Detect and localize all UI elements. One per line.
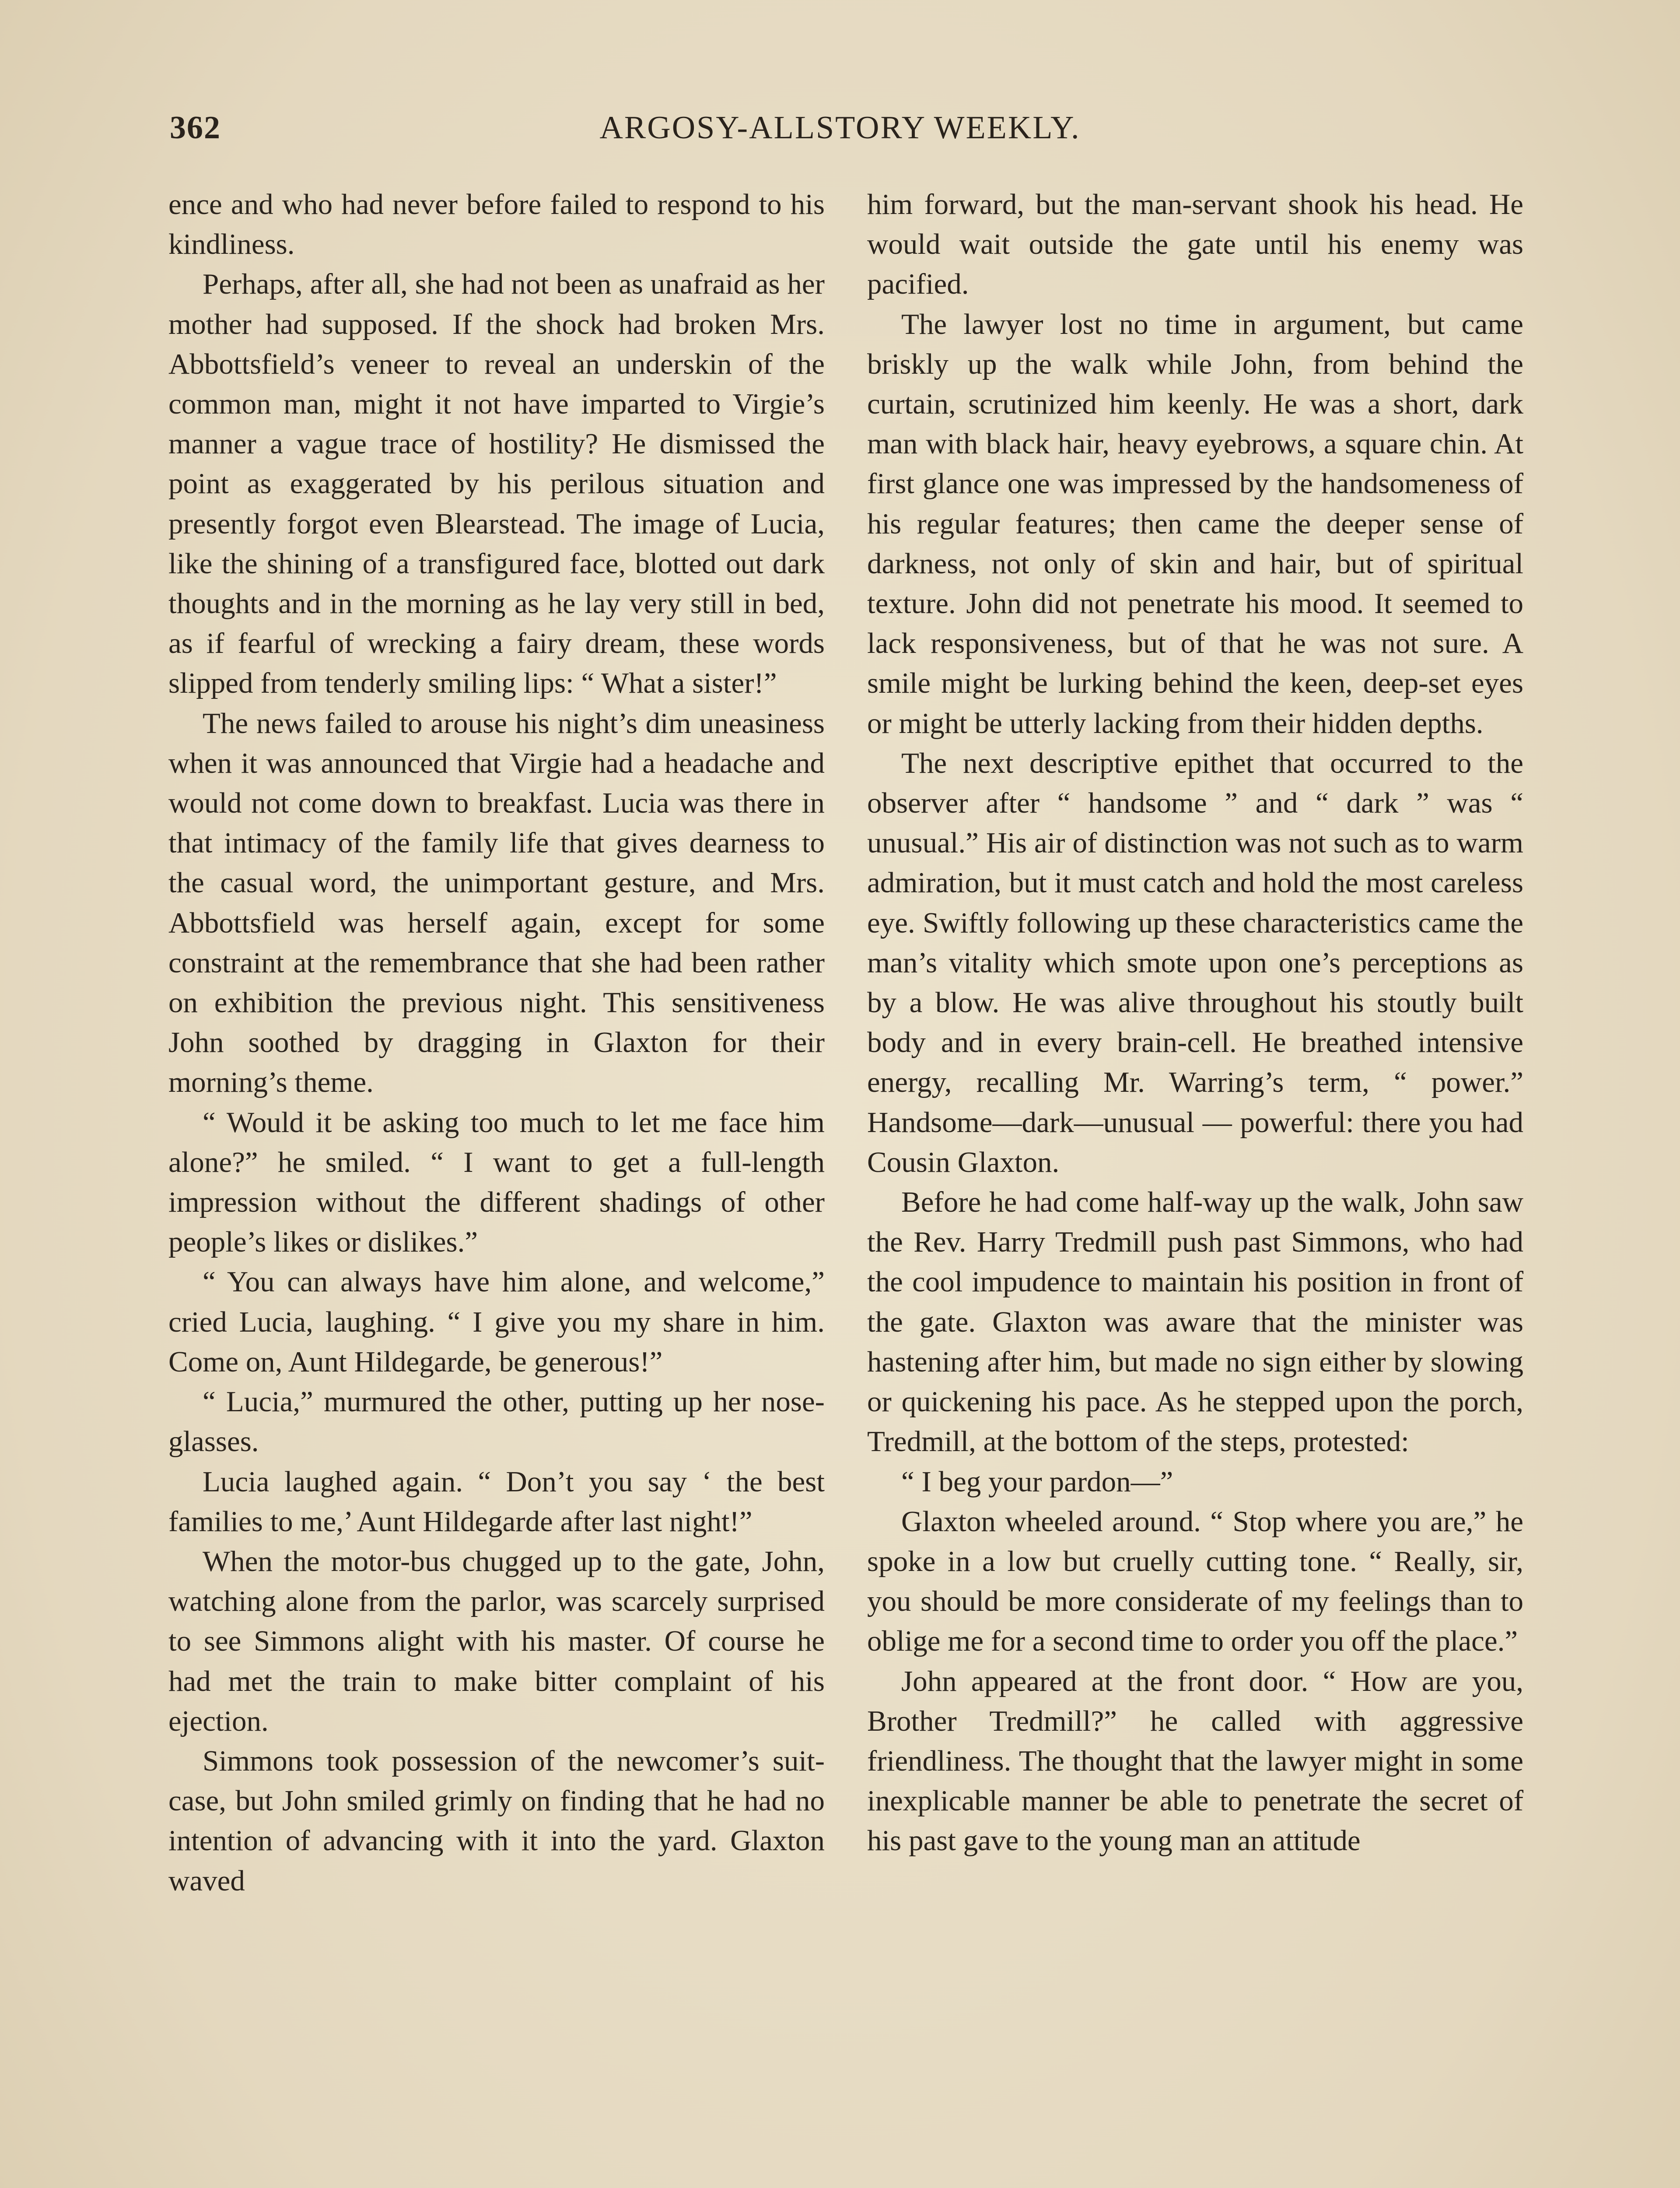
paragraph: “ Lucia,” murmured the other, putting up her nose-glasses.	[168, 1385, 825, 1458]
paragraph: ence and who had never before failed to respond to his kindliness.	[168, 188, 825, 261]
paragraph: The news failed to arouse his night’s dim uneasiness when it was announced that Virgie had a headache and would not come down to breakfast. Lucia was there in that intimacy of the family life that gives dearness to the casual word, the unimportant gesture, and Mrs. Abbottsfield was herself again, except for some constraint at the remembrance that she had been rather on exhibition the previous night. This sensitiveness John soothed by dragging in Glaxton for their morning’s theme.	[168, 707, 825, 1099]
paragraph: Glaxton wheeled around. “ Stop where you are,” he spoke in a low but cruelly cutting tone. “ Really, sir, you should be more considerate of my feelings than to oblige me for a second time to order you off the place.”	[867, 1505, 1523, 1658]
paragraph: “ I beg your pardon—”	[901, 1465, 1173, 1498]
left-column	[168, 185, 825, 1901]
paragraph: The lawyer lost no time in argument, but came briskly up the walk while John, from behind the curtain, scrutinized him keenly. He was a short, dark man with black hair, heavy eyebrows, a square chin. At first glance one was impressed by the handsomeness of his regular features; then came the deeper sense of darkness, not only of skin and hair, but of spiritual texture. John did not penetrate his mood. It seemed to lack responsiveness, but of that he was not sure. A smile might be lurking behind the keen, deep-set eyes or might be utterly lacking from their hidden depths.	[867, 308, 1523, 740]
paragraph: Lucia laughed again. “ Don’t you say ‘ the best families to me,’ Aunt Hildegarde after last night!”	[168, 1465, 825, 1538]
paragraph: “ Would it be asking too much to let me face him alone?” he smiled. “ I want to get a full-length impression without the different shadings of other people’s likes or dislikes.”	[168, 1106, 825, 1259]
right-column	[867, 185, 1523, 1861]
paragraph: him forward, but the man-servant shook his head. He would wait outside the gate until his enemy was pacified.	[867, 188, 1523, 301]
running-head: ARGOSY-ALLSTORY WEEKLY.	[599, 110, 1081, 146]
page-number: 362	[170, 110, 221, 146]
paragraph: John appeared at the front door. “ How are you, Brother Tredmill?” he called with aggressive friendliness. The thought that the lawyer might in some inexplicable manner be able to penetrate the secret of his past gave to the young man an attitude	[867, 1665, 1523, 1857]
paragraph: The next descriptive epithet that occurred to the observer after “ handsome ” and “ dark ” was “ unusual.” His air of distinction was not such as to warm admiration, but it must catch and hold the most careless eye. Swiftly following up these characteristics came the man’s vitality which smote upon one’s perceptions as by a blow. He was alive throughout his stoutly built body and in every brain-cell. He breathed intensive energy, recalling Mr. Warring’s term, “ power.” Handsome—dark—unusual — powerful: there you had Cousin Glaxton.	[867, 747, 1523, 1178]
paragraph: Perhaps, after all, she had not been as unafraid as her mother had supposed. If the shock had broken Mrs. Abbottsfield’s veneer to reveal an underskin of the common man, might it not have imparted to Virgie’s manner a vague trace of hostility? He dismissed the point as exaggerated by his perilous situation and presently forgot even Blearstead. The image of Lucia, like the shining of a transfigured face, blotted out dark thoughts and in the morning as he lay very still in bed, as if fearful of wrecking a fairy dream, these words slipped from tenderly smiling lips: “ What a sister!”	[168, 268, 825, 700]
paragraph: Before he had come half-way up the walk, John saw the Rev. Harry Tredmill push past Simmons, who had the cool impudence to maintain his position in front of the gate. Glaxton was aware that the minister was hastening after him, but made no sign either by slowing or quickening his pace. As he stepped upon the porch, Tredmill, at the bottom of the steps, protested:	[867, 1186, 1523, 1458]
page-header	[0, 109, 1680, 158]
paragraph: “ You can always have him alone, and welcome,” cried Lucia, laughing. “ I give you my share in him. Come on, Aunt Hildegarde, be generous!”	[168, 1266, 825, 1378]
paragraph: When the motor-bus chugged up to the gate, John, watching alone from the parlor, was scarcely surprised to see Simmons alight with his master. Of course he had met the train to make bitter complaint of his ejection.	[168, 1545, 825, 1737]
paragraph: Simmons took possession of the newcomer’s suit-case, but John smiled grimly on finding that he had no intention of advancing with it into the yard. Glaxton waved	[168, 1744, 825, 1897]
